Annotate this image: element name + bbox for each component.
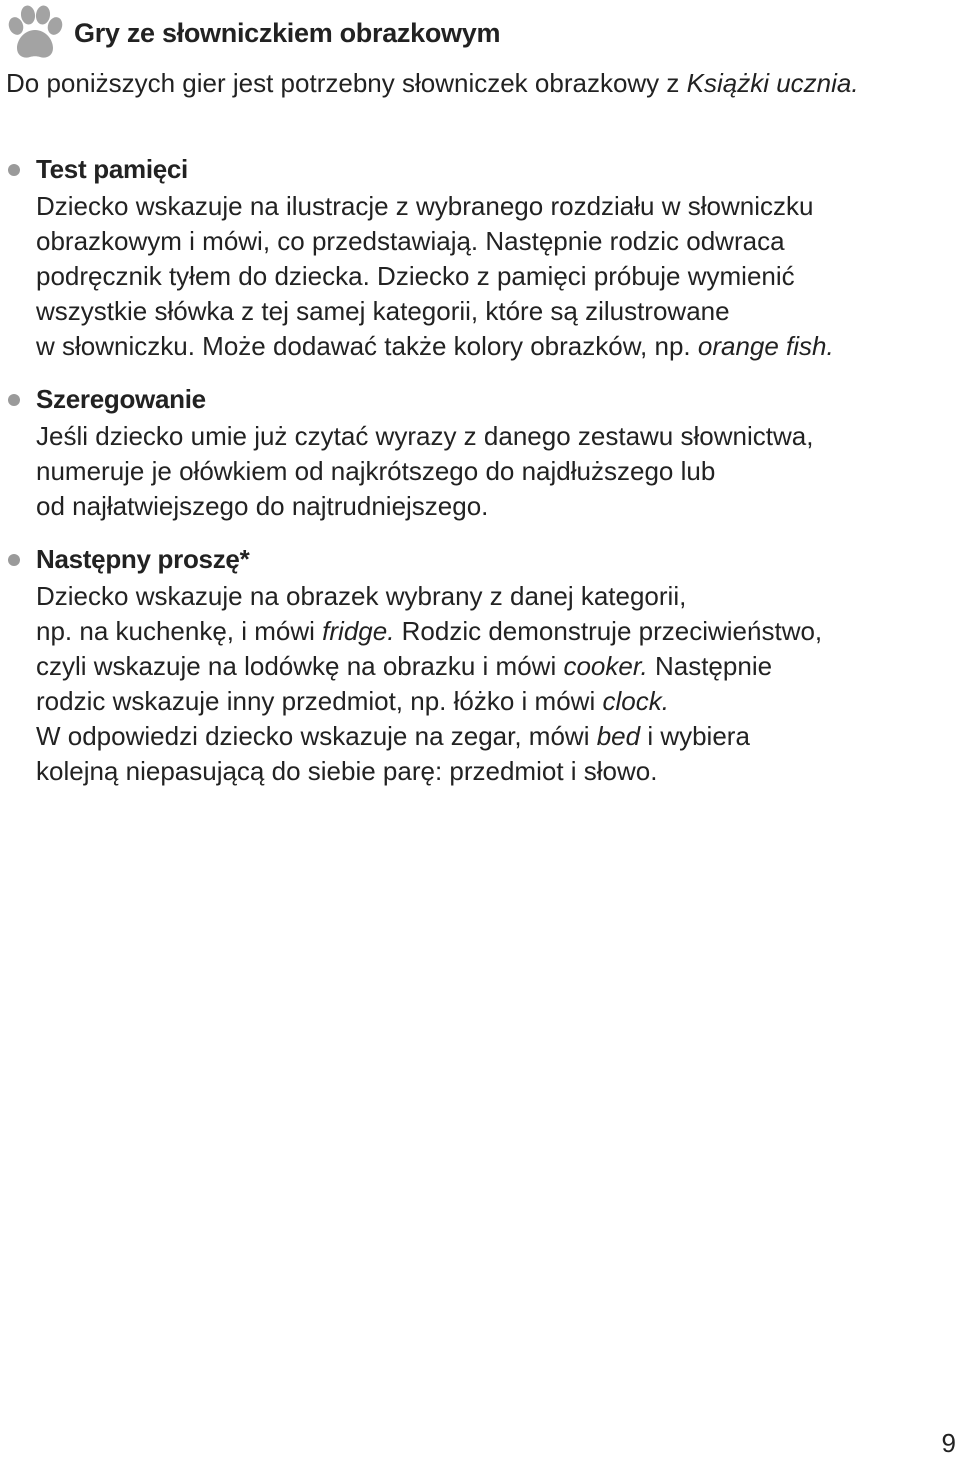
game-description [36, 419, 960, 524]
page-number: 9 [941, 1428, 956, 1458]
bullet-icon [8, 394, 20, 406]
description-line: podręcznik tyłem do dziecka. Dziecko z pamięci próbuje wymienić [36, 261, 795, 291]
description-text: Rodzic demonstruje przeciwieństwo, [394, 616, 823, 646]
section-header [6, 4, 500, 62]
description-text: np. na kuchenkę, i mówi [36, 616, 323, 646]
intro-text: Do poniższych gier jest potrzebny słowniczek obrazkowy z [6, 68, 687, 98]
description-line: obrazkowym i mówi, co przedstawiają. Następnie rodzic odwraca [36, 226, 785, 256]
description-line: Jeśli dziecko umie już czytać wyrazy z danego zestawu słownictwa, [36, 421, 814, 451]
description-line: Dziecko wskazuje na obrazek wybrany z danej kategorii, [36, 581, 687, 611]
english-word: fridge. [322, 616, 395, 646]
description-line: kolejną niepasującą do siebie parę: przedmiot i słowo. [36, 756, 658, 786]
section-title: Gry ze słowniczkiem obrazkowym [74, 17, 501, 48]
intro-paragraph [6, 66, 906, 101]
description-line: numeruje je ołówkiem od najkrótszego do najdłuższego lub [36, 456, 716, 486]
game-title: Test pamięci [36, 154, 188, 184]
description-line [36, 684, 960, 719]
english-word: bed [596, 721, 641, 751]
description-line: Dziecko wskazuje na ilustracje z wybranego rozdziału w słowniczku [36, 191, 814, 221]
paw-icon [6, 4, 64, 62]
game-item-memory-test [0, 150, 960, 364]
game-description [36, 189, 960, 364]
game-description [36, 579, 960, 789]
games-list [0, 150, 960, 805]
description-text: Następnie [647, 651, 773, 681]
game-title: Szeregowanie [36, 384, 206, 414]
description-line [36, 614, 960, 649]
description-line: wszystkie słówka z tej samej kategorii, które są zilustrowane [36, 296, 730, 326]
description-text: rodzic wskazuje inny przedmiot, np. łóżko i mówi [36, 686, 603, 716]
description-line [36, 649, 960, 684]
english-word: cooker. [563, 651, 648, 681]
description-text: czyli wskazuje na lodówkę na obrazku i mówi [36, 651, 564, 681]
description-text: W odpowiedzi dziecko wskazuje na zegar, mówi [36, 721, 597, 751]
bullet-icon [8, 164, 20, 176]
description-line: od najłatwiejszego do najtrudniejszego. [36, 491, 489, 521]
description-text: w słowniczku. Może dodawać także kolory obrazków, np. [36, 331, 698, 361]
description-line [36, 329, 960, 364]
game-title: Następny proszę* [36, 544, 250, 574]
game-item-ordering [0, 380, 960, 524]
english-word: clock. [602, 686, 669, 716]
description-line [36, 719, 960, 754]
example-phrase: orange fish. [697, 331, 834, 361]
game-item-next-please [0, 540, 960, 789]
bullet-icon [8, 554, 20, 566]
description-text: i wybiera [640, 721, 750, 751]
intro-book-title: Książki ucznia. [686, 68, 859, 98]
